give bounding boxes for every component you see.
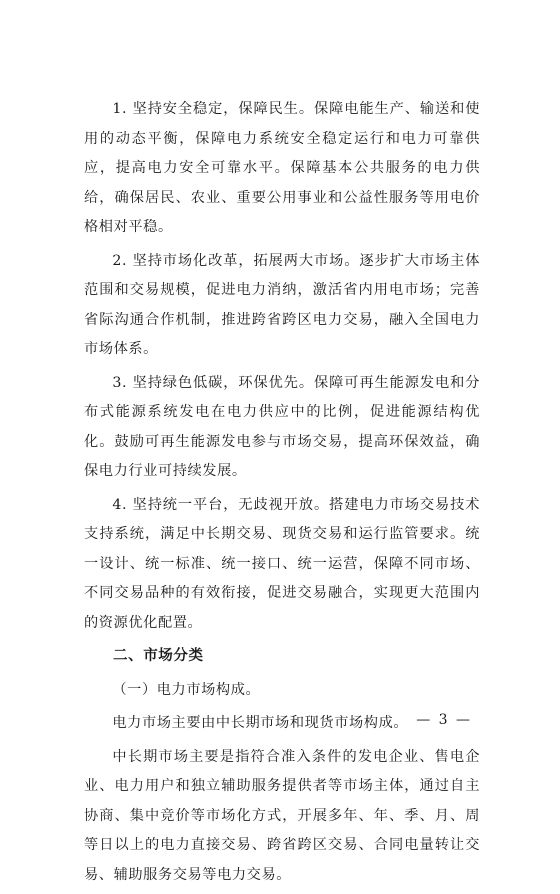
principle-paragraph-3: 3. 坚持绿色低碳，环保优先。保障可再生能源发电和分布式能源系统发电在电力供应中的比例，促进能源结构优化。鼓励可再生能源发电参与市场交易，提高环保效益，确保电力行业可持续发展。 (84, 374, 480, 479)
principle-paragraph-4: 4. 坚持统一平台，无歧视开放。搭建电力市场交易技术支持系统，满足中长期交易、现货交易和运行监管要求。统一设计、统一标准、统一接口、统一运营，保障不同市场、不同交易品种的有效衔接，促进交易融合，实现更大范围内的资源优化配置。 (84, 496, 480, 631)
market-composition-paragraph: 电力市场主要由中长期市场和现货市场构成。 (112, 715, 409, 731)
long-term-market-paragraph: 中长期市场主要是指符合准入条件的发电企业、售电企业、电力用户和独立辅助服务提供者等市场主体，通过自主协商、集中竞价等市场化方式，开展多年、年、季、月、周等日以上的电力直接交易、跨省跨区交易、合同电量转让交易、辅助服务交易等电力交易。 (84, 748, 480, 883)
section-heading: 二、市场分类 (113, 648, 204, 664)
principle-paragraph-2: 2. 坚持市场化改革，拓展两大市场。逐步扩大市场主体范围和交易规模，促进电力消纳，激活省内用电市场；完善省际沟通合作机制，推进跨省跨区电力交易，融入全国电力市场体系。 (84, 252, 480, 357)
document-body (84, 95, 480, 894)
subsection-heading: （一）电力市场构成。 (112, 681, 261, 698)
principle-paragraph-1: 1. 坚持安全稳定，保障民生。保障电能生产、输送和使用的动态平衡，保障电力系统安全稳定运行和电力可靠供应，提高电力安全可靠水平。保障基本公共服务的电力供给，确保居民、农业、重要公用事业和公益性服务等用电价格相对平稳。 (84, 101, 480, 235)
page-number: — 3 — (416, 712, 472, 728)
